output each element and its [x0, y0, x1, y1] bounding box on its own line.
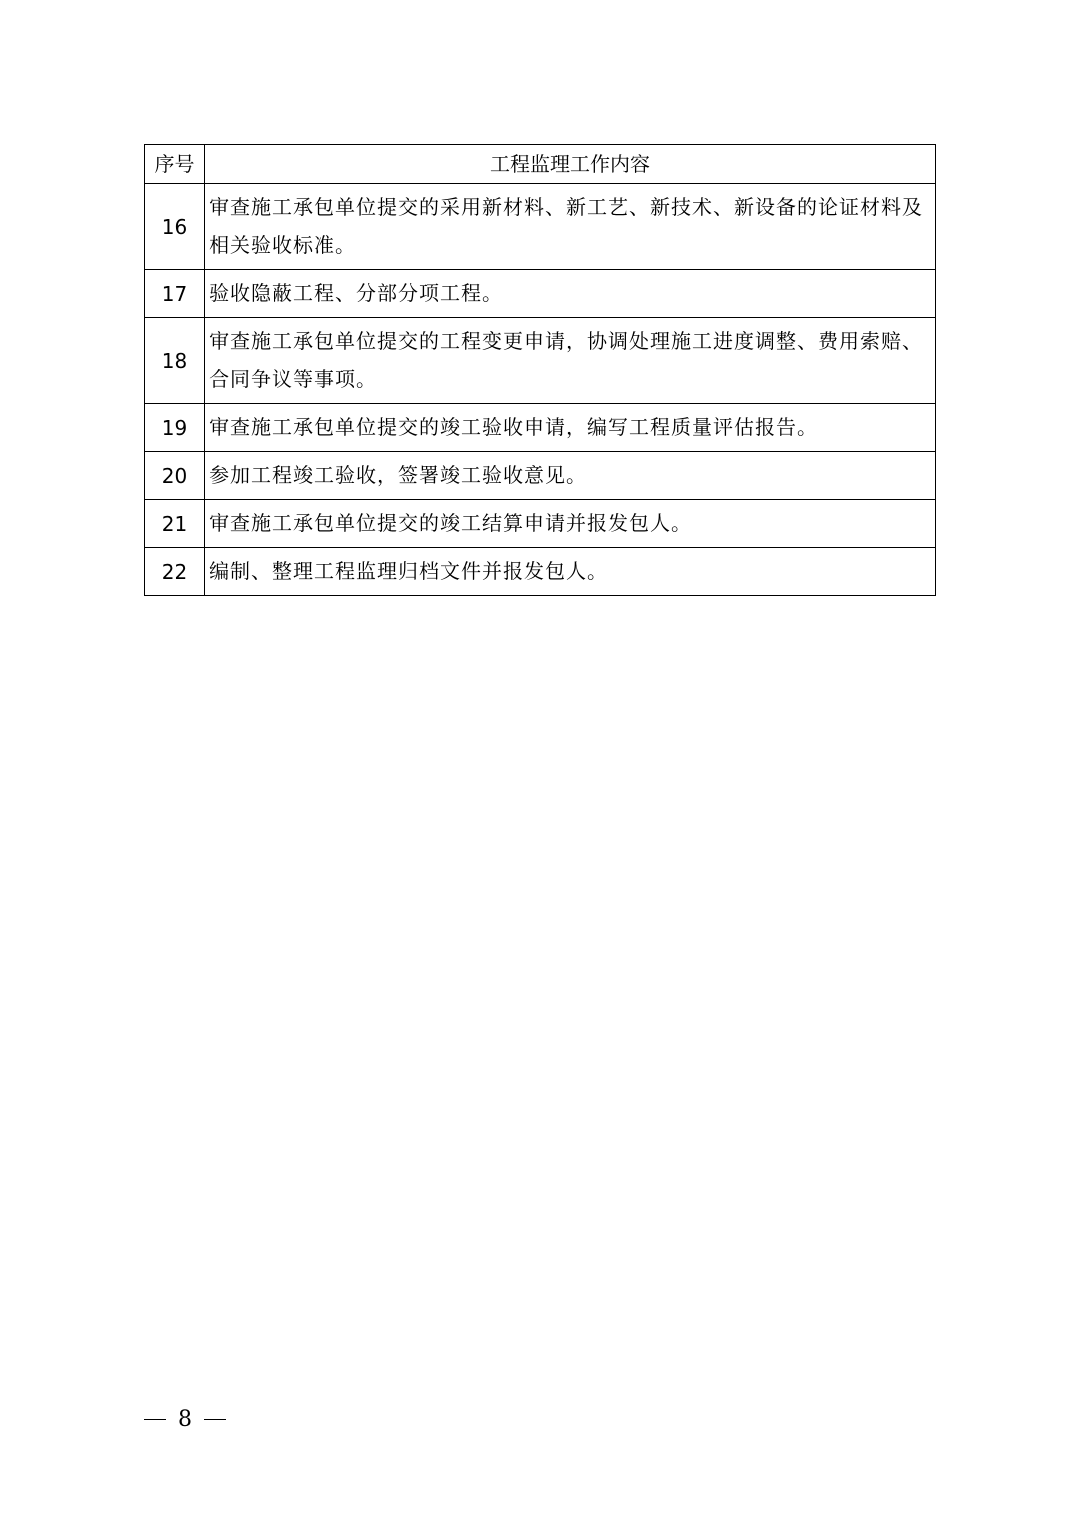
- table-row: [145, 500, 936, 548]
- table-row: [145, 548, 936, 596]
- row-number: 20: [145, 452, 205, 500]
- table-row: [145, 452, 936, 500]
- table-row: [145, 184, 936, 270]
- column-header-content: 工程监理工作内容: [205, 145, 936, 184]
- row-number: 17: [145, 270, 205, 318]
- supervision-work-table: [144, 144, 936, 596]
- table-row: [145, 318, 936, 404]
- footer-dash-right: [204, 1419, 226, 1420]
- table-header-row: [145, 145, 936, 184]
- row-number: 22: [145, 548, 205, 596]
- row-content: 审查施工承包单位提交的竣工验收申请，编写工程质量评估报告。: [205, 404, 936, 452]
- row-number: 18: [145, 318, 205, 404]
- footer-dash-left: [144, 1419, 166, 1420]
- page-number: 8: [178, 1406, 192, 1432]
- row-number: 21: [145, 500, 205, 548]
- page-footer: [144, 1403, 226, 1435]
- row-number: 16: [145, 184, 205, 270]
- row-content: 验收隐蔽工程、分部分项工程。: [205, 270, 936, 318]
- row-content: 审查施工承包单位提交的竣工结算申请并报发包人。: [205, 500, 936, 548]
- row-content: 参加工程竣工验收，签署竣工验收意见。: [205, 452, 936, 500]
- column-header-number: 序号: [145, 145, 205, 184]
- table-row: [145, 404, 936, 452]
- row-content: 审查施工承包单位提交的采用新材料、新工艺、新技术、新设备的论证材料及相关验收标准。: [205, 184, 936, 270]
- row-content: 审查施工承包单位提交的工程变更申请，协调处理施工进度调整、费用索赔、合同争议等事项。: [205, 318, 936, 404]
- row-number: 19: [145, 404, 205, 452]
- table-row: [145, 270, 936, 318]
- row-content: 编制、整理工程监理归档文件并报发包人。: [205, 548, 936, 596]
